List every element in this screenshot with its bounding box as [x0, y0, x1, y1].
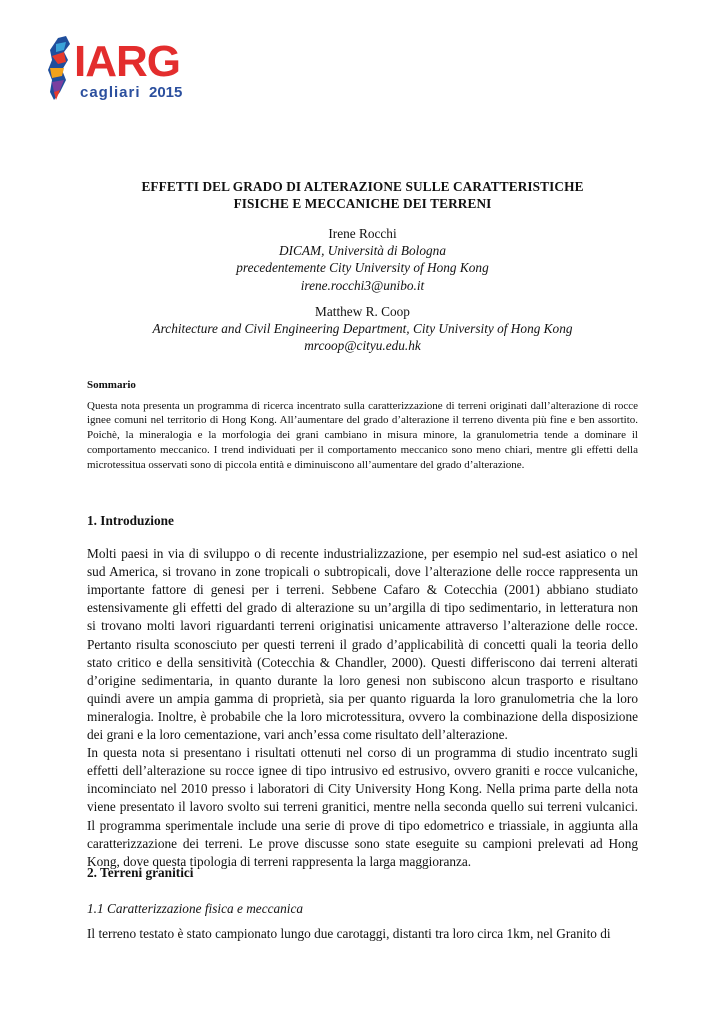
author-name: Matthew R. Coop: [315, 304, 410, 319]
paragraph: Molti paesi in via di sviluppo o di recente industrializzazione, per esempio nel sud-est asiatico o nel sud America, si trovano in zone tropicali o subtropicali, dove l’alterazione delle rocce rappresenta un importante fattore di genesi per i terreni. Sebbene Cafaro & Cotecchia (2001) abbiano studiato estensivamente gli effetti del grado di alterazione su un’argilla di tipo sedimentario, in letteratura non si trovano molti lavori riguardanti terreni originatisi unicamente attraverso l’alterazione delle rocce. Pertanto risulta sconosciuto per questi terreni il grado d’applicabilità di concetti quali la teoria dello stato critico e della sensitività (Cotecchia & Chandler, 2000). Questi differiscono dai terreni alterati d’origine sedimentaria, in quanto durante la loro genesi non subiscono alcun trasporto e risultano quindi avere un ampia gamma di proprietà, sia per quanto riguarda la loro granulometria che la loro mineralogia. Inoltre, è probabile che la loro microtessitura, ovvero la combinazione della disposizione dei grani e la loro cementazione, vari anch’essa come risultato dell’alterazione.: [87, 546, 638, 743]
conference-logo: [44, 34, 194, 106]
author-affiliation: Architecture and Civil Engineering Department, City University of Hong Kong: [152, 321, 573, 337]
logo-location: cagliari: [80, 84, 141, 101]
section-granitic-soils: [87, 864, 638, 943]
author-affiliation: DICAM, Università di Bologna: [279, 243, 446, 259]
author-email[interactable]: irene.rocchi3@unibo.it: [300, 277, 425, 293]
title-line-2: FISICHE E MECCANICHE DEI TERRENI: [233, 196, 492, 211]
logo-year: 2015: [149, 84, 183, 101]
author-email[interactable]: mrcoop@cityu.edu.hk: [304, 338, 421, 354]
paragraph: In questa nota si presentano i risultati ottenuti nel corso di un programma di studio incentrato sugli effetti dell’alterazione su rocce ignee di tipo intrusivo ed estrusivo, ovvero graniti e rocce vulcaniche, incominciato nel 2010 presso i laboratori di City University Hong Kong. Nella prima parte della nota viene presentato il lavoro svolto sui terreni granitici, mentre nella seconda quello sui terreni vulcanici. Il programma sperimentale include una serie di prove di tipo edometrico e triassiale, in aggiunta alla caratterizzazione dei terreni. Le prove discusse sono state eseguite su campioni prelevati ad Hong Kong, dove questa tipologia di terreni rappresenta la larga maggioranza.: [87, 745, 638, 869]
title-line-1: EFFETTI DEL GRADO DI ALTERAZIONE SULLE CARATTERISTICHE: [141, 179, 584, 194]
section-heading: 1. Introduzione: [87, 513, 174, 528]
paper-title: [40, 178, 685, 212]
paragraph: Il terreno testato è stato campionato lungo due carotaggi, distanti tra loro circa 1km, nel Granito di: [87, 926, 611, 942]
author-name: Irene Rocchi: [328, 226, 397, 241]
abstract-heading: Sommario: [87, 379, 136, 391]
abstract: [87, 378, 638, 472]
author-block-1: [40, 225, 685, 294]
section-heading: 2. Terreni granitici: [87, 865, 194, 880]
author-previous-affiliation: precedentemente City University of Hong Kong: [236, 260, 489, 276]
logo-acronym: IARG: [74, 37, 180, 86]
abstract-text: Questa nota presenta un programma di ricerca incentrato sulla caratterizzazione di terreni originati dall’alterazione di rocce ignee comuni nel territorio di Hong Kong. All’aumentare del grado d’alterazione il terreno diventa più fine e ben assortito. Poichè, la mineralogia e la morfologia dei grani cambiano in misura minore, la granulometria tende a dominare il comportamento meccanico. I trend individuati per il comportamento meccanico sono meno chiari, mentre gli effetti della microtessitua osservati sono di piccola entità e diminuiscono all’aumentare del grado d’alterazione.: [87, 399, 638, 471]
section-introduction: [87, 512, 638, 871]
author-block-2: [40, 303, 685, 355]
subsection-heading: 1.1 Caratterizzazione fisica e meccanica: [87, 901, 304, 917]
